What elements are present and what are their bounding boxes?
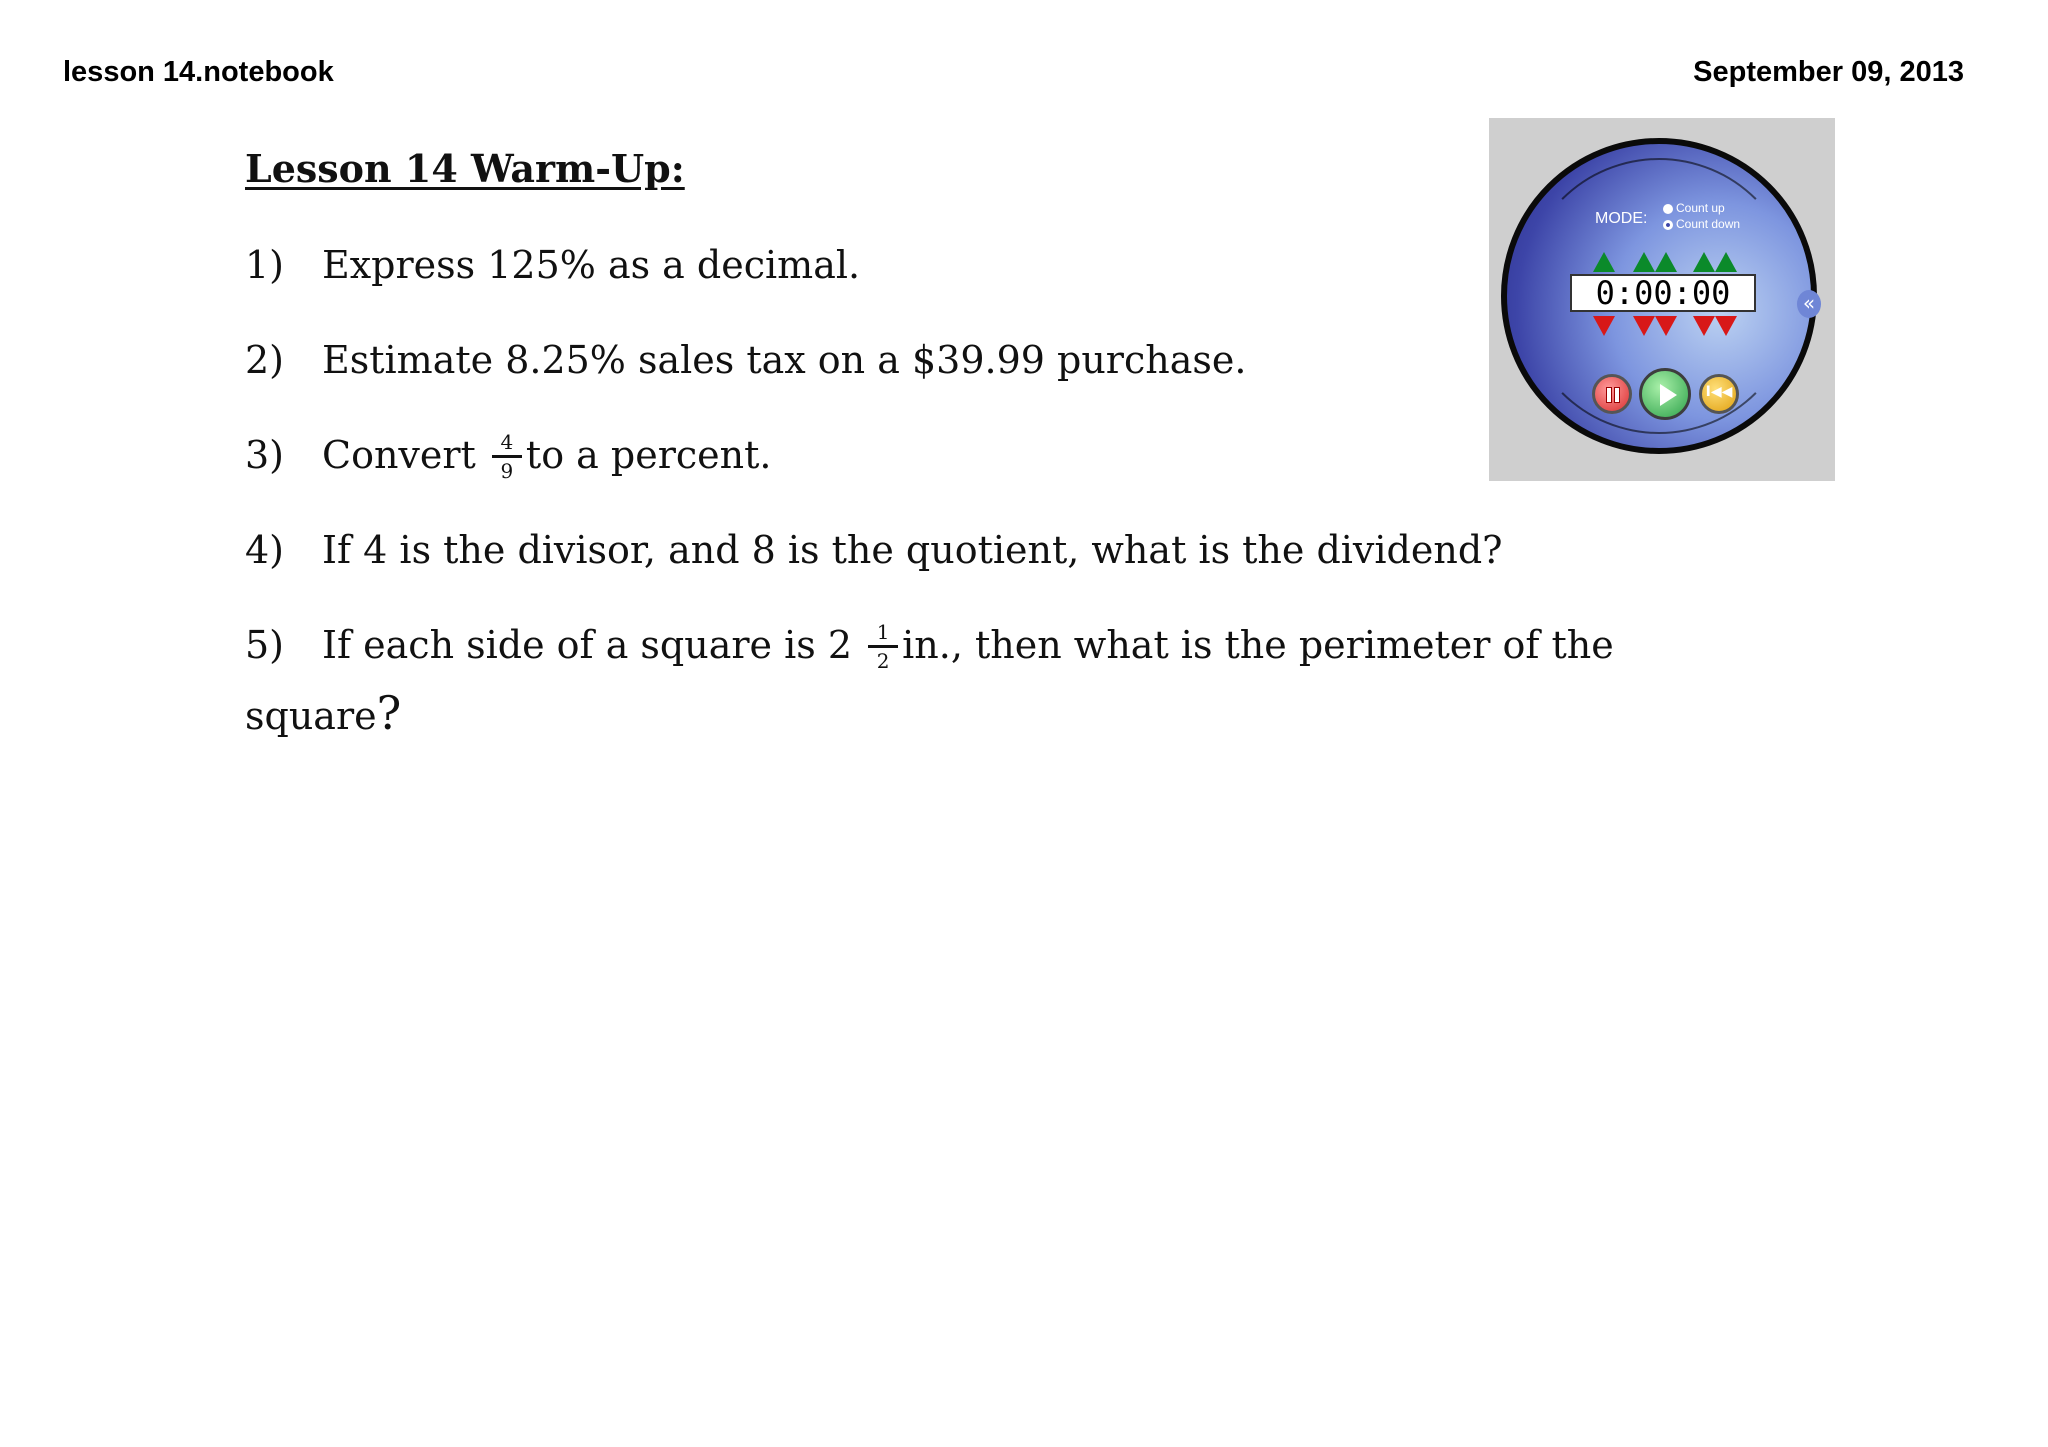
lesson-title: Lesson 14 Warm-Up: — [245, 146, 685, 191]
fraction-bar — [868, 645, 898, 648]
hours-up-arrow-icon[interactable] — [1593, 252, 1615, 272]
seconds-up-arrow-icon[interactable] — [1715, 252, 1737, 272]
play-icon — [1660, 384, 1677, 406]
question-text: Estimate 8.25% sales tax on a $39.99 purchase. — [322, 338, 1247, 382]
minutes-down-arrow-icon[interactable] — [1655, 316, 1677, 336]
notebook-filename: lesson 14.notebook — [63, 56, 334, 88]
fraction-bar — [492, 455, 522, 458]
seconds-down-arrow-icon[interactable] — [1715, 316, 1737, 336]
pause-button[interactable] — [1592, 374, 1632, 414]
tens-minutes-down-arrow-icon[interactable] — [1633, 316, 1655, 336]
question-1 — [245, 243, 860, 289]
fraction — [868, 622, 898, 671]
play-button[interactable] — [1639, 368, 1691, 420]
mode-count-up-option[interactable] — [1663, 200, 1740, 216]
question-5-continued — [245, 686, 401, 740]
count-down-radio[interactable] — [1663, 220, 1673, 230]
fraction-denominator: 9 — [500, 459, 514, 483]
mode-count-down-option[interactable] — [1663, 216, 1740, 232]
question-4 — [245, 528, 1503, 574]
hours-down-arrow-icon[interactable] — [1593, 316, 1615, 336]
count-up-label: Count up — [1676, 201, 1725, 215]
question-mark: ? — [376, 686, 402, 740]
count-up-radio[interactable] — [1663, 204, 1673, 214]
timer-face — [1501, 138, 1817, 454]
question-5 — [245, 620, 1614, 673]
question-text-before: Convert — [322, 433, 476, 477]
question-text-line2: square — [245, 694, 377, 738]
fraction-numerator: 1 — [876, 620, 890, 644]
timer-widget — [1489, 118, 1835, 481]
rewind-icon: I◀◀ — [1705, 384, 1733, 400]
count-down-label: Count down — [1676, 217, 1741, 231]
question-number: 5) — [245, 623, 285, 667]
tens-minutes-up-arrow-icon[interactable] — [1633, 252, 1655, 272]
mode-options — [1663, 200, 1740, 232]
question-text: Express 125% as a decimal. — [322, 243, 861, 287]
question-text-after: in., then what is the perimeter of the — [902, 623, 1614, 667]
question-text-before: If each side of a square is 2 — [322, 623, 853, 667]
minutes-up-arrow-icon[interactable] — [1655, 252, 1677, 272]
decrement-arrows — [1593, 316, 1753, 336]
pause-icon — [1606, 387, 1620, 401]
increment-arrows — [1593, 252, 1753, 272]
collapse-icon[interactable]: « — [1797, 290, 1821, 318]
question-number: 1) — [245, 243, 285, 287]
timer-display: 0:00:00 — [1570, 274, 1756, 312]
question-number: 4) — [245, 528, 285, 572]
question-text: If 4 is the divisor, and 8 is the quotient, what is the dividend? — [322, 528, 1503, 572]
fraction — [492, 432, 522, 481]
question-text-after: to a percent. — [525, 433, 772, 477]
fraction-numerator: 4 — [500, 430, 514, 454]
mode-label: MODE: — [1595, 210, 1648, 227]
reset-button[interactable] — [1699, 374, 1739, 414]
question-2 — [245, 338, 1246, 384]
fraction-denominator: 2 — [876, 649, 890, 673]
page-date: September 09, 2013 — [1693, 56, 1964, 88]
question-number: 3) — [245, 433, 285, 477]
tens-seconds-up-arrow-icon[interactable] — [1693, 252, 1715, 272]
question-number: 2) — [245, 338, 285, 382]
tens-seconds-down-arrow-icon[interactable] — [1693, 316, 1715, 336]
question-3 — [245, 430, 772, 483]
